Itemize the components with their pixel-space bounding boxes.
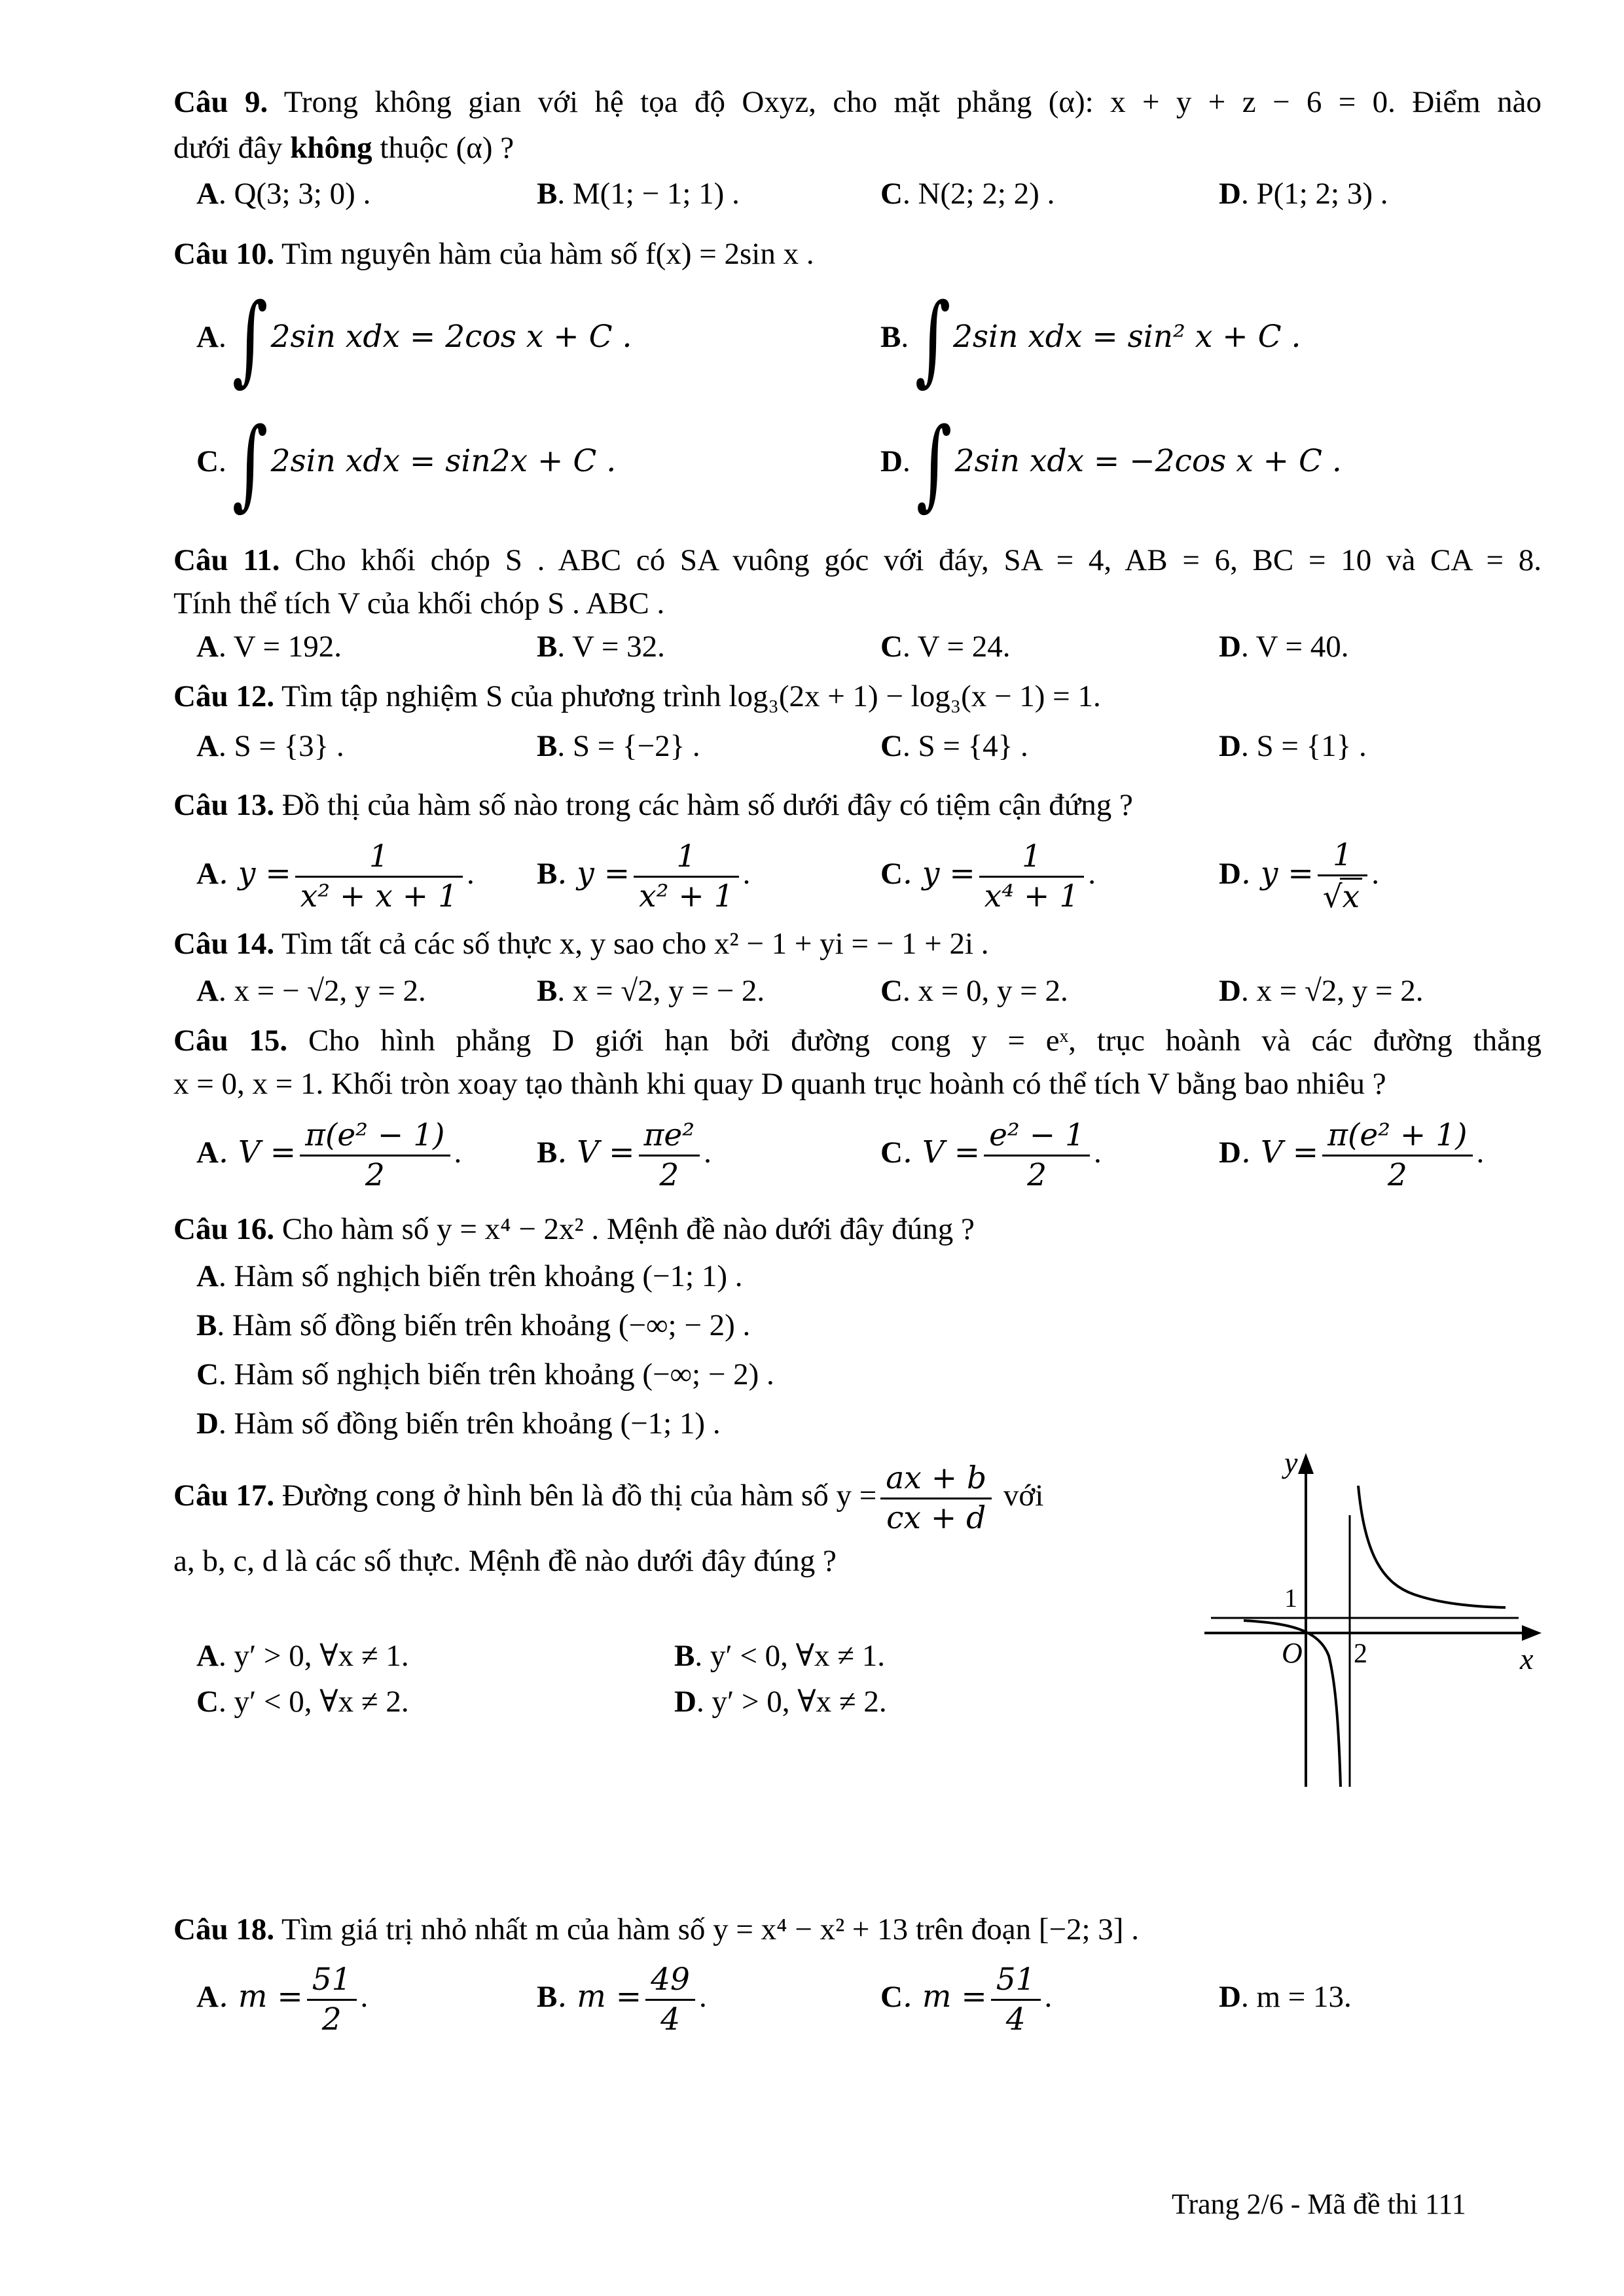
q17-text-end: với [996, 1479, 1044, 1513]
q17-option-b [674, 1636, 885, 1676]
option-text: . P(1; 2; 3) . [1240, 177, 1388, 211]
option-prefix: . y = [902, 855, 975, 891]
q9-text: Trong không gian với hệ tọa độ Oxyz, cho mặt phẳng (α): x + y + z − 6 = 0. Điểm nào [268, 85, 1542, 119]
q9-option-c [880, 174, 1055, 213]
q10-option-a: A. ∫2sin xdx = 2cos x + C . [196, 283, 632, 397]
numerator: 1 [1318, 838, 1367, 876]
q9-line2-c: thuộc (α) ? [372, 131, 514, 165]
fraction [300, 1118, 450, 1193]
q17-label: Câu 17. [173, 1479, 275, 1513]
q15-text: Cho hình phẳng D giới hạn bởi đường cong y = eˣ, trục hoành và các đường thẳng [287, 1024, 1542, 1058]
numerator: 51 [307, 1962, 357, 2001]
option-text: . Hàm số đồng biến trên khoảng (−1; 1) . [218, 1407, 721, 1441]
denominator: x² + 1 [639, 878, 734, 914]
option-label: D [1219, 729, 1241, 763]
option-prefix: . m = [557, 1979, 642, 2015]
q14-line [173, 924, 989, 963]
option-text: . x = 0, y = 2. [902, 974, 1068, 1008]
option-label: B [537, 857, 558, 891]
q9-option-b [537, 174, 740, 213]
option-label: B [537, 1980, 558, 2014]
option-text: . N(2; 2; 2) . [902, 177, 1055, 211]
option-text: . y′ < 0, ∀x ≠ 1. [695, 1639, 886, 1673]
option-text: . x = − √2, y = 2. [218, 974, 426, 1008]
option-text: . x = √2, y = 2. [1240, 974, 1424, 1008]
option-text: . m = 13. [1240, 1980, 1352, 2014]
option-text: . S = {3} . [218, 729, 344, 763]
option-prefix: . y = [557, 855, 630, 891]
x-axis-label: x [1520, 1642, 1534, 1676]
option-text: . x = √2, y = − 2. [557, 974, 765, 1008]
option-text: . y′ > 0, ∀x ≠ 1. [218, 1639, 409, 1673]
numerator: 51 [991, 1962, 1041, 2001]
option-text: . y′ > 0, ∀x ≠ 2. [696, 1685, 887, 1719]
q13-option-b: B. y = $\frac{1}{\text{x² + 1}}$ . [537, 838, 751, 914]
q15-label: Câu 15. [173, 1024, 288, 1058]
option-label: B [674, 1639, 695, 1673]
denominator: 2 [1027, 1157, 1047, 1193]
numerator: π(e² − 1) [300, 1118, 450, 1157]
radicand: x [1340, 878, 1363, 915]
option-label: B [537, 177, 558, 211]
option-text: . V = 192. [218, 630, 342, 664]
q15-option-a: A. V = $\frac{\text{π(e² − 1)}}{2}$ . [196, 1117, 462, 1193]
option-prefix: . m = [902, 1979, 987, 2015]
option-label: B [537, 630, 558, 664]
q13-line [173, 785, 1133, 825]
denominator: x² + x + 1 [300, 878, 458, 914]
option-label: A [196, 1259, 219, 1293]
q16-option-b [196, 1306, 750, 1345]
option-label: A [196, 1136, 219, 1170]
numerator: 1 [295, 839, 463, 878]
option-prefix: . V = [218, 1134, 297, 1170]
option-label: A [196, 857, 219, 891]
q18-label: Câu 18. [173, 1912, 275, 1946]
option-label: D [1219, 974, 1241, 1008]
option-text: . Hàm số đồng biến trên khoảng (−∞; − 2) . [217, 1308, 751, 1342]
q11-option-d [1219, 627, 1348, 666]
q14-option-a [196, 971, 426, 1011]
option-prefix: . V = [1240, 1134, 1319, 1170]
curve-right-branch [1358, 1486, 1506, 1607]
option-label: D [1219, 630, 1241, 664]
option-text: . y′ < 0, ∀x ≠ 2. [218, 1685, 409, 1719]
q14-option-b [537, 971, 765, 1011]
option-label: B [537, 1136, 558, 1170]
option-label: A [196, 729, 219, 763]
option-label: C [196, 444, 219, 478]
denominator: 4 [660, 2001, 680, 2037]
option-label: D [880, 444, 903, 478]
option-label: D [674, 1685, 696, 1719]
q9-line2-a: dưới đây [173, 131, 291, 165]
option-label: C [880, 857, 903, 891]
q9-option-d [1219, 174, 1388, 213]
q12-label: Câu 12. [173, 679, 275, 713]
integral-symbol: ∫ [916, 407, 952, 522]
denominator: 4 [1005, 2001, 1026, 2037]
q14-label: Câu 14. [173, 927, 275, 961]
numerator: ax + b [880, 1461, 992, 1499]
q18-line [173, 1910, 1139, 1949]
q14-text: Tìm tất cả các số thực x, y sao cho x² − 1 + yi = − 1 + 2i . [274, 927, 989, 961]
option-prefix: . V = [557, 1134, 635, 1170]
option-text: 2sin xdx = −2cos x + C . [954, 443, 1342, 479]
q16-option-a [196, 1257, 743, 1296]
option-label: A [196, 1639, 219, 1673]
numerator: 49 [645, 1962, 695, 2001]
option-label: D [196, 1407, 219, 1441]
integral-symbol: ∫ [232, 407, 268, 522]
option-label: B [196, 1308, 217, 1342]
numerator: e² − 1 [984, 1118, 1090, 1157]
q12-line [173, 677, 1101, 716]
q11-option-b [537, 627, 665, 666]
numerator: 1 [634, 839, 739, 878]
q9-option-a [196, 174, 370, 213]
q16-option-c [196, 1355, 774, 1394]
q15-option-d: D. V = $\frac{\text{π(e² + 1)}}{2}$ . [1219, 1117, 1485, 1193]
q12-text: Tìm tập nghiệm S của phương trình log₃(2x + 1) − log₃(x − 1) = 1. [274, 679, 1101, 713]
option-label: C [196, 1685, 219, 1719]
q13-label: Câu 13. [173, 788, 275, 822]
fraction [979, 839, 1085, 914]
fraction [639, 1118, 700, 1193]
option-text: . Q(3; 3; 0) . [218, 177, 371, 211]
numerator: 1 [979, 839, 1085, 878]
option-label: D [1219, 177, 1241, 211]
q12-option-a [196, 726, 344, 766]
option-label: C [196, 1357, 219, 1391]
q9-label: Câu 9. [173, 85, 268, 119]
q11-text: Cho khối chóp S . ABC có SA vuông góc với đáy, SA = 4, AB = 6, BC = 10 và CA = 8. [280, 543, 1542, 577]
y-axis-arrow [1298, 1453, 1314, 1474]
q11-line2: Tính thể tích V của khối chóp S . ABC . [173, 586, 665, 620]
q9-line2 [173, 128, 514, 168]
fraction [1318, 838, 1367, 915]
q16-label: Câu 16. [173, 1212, 275, 1246]
origin-label: O [1282, 1637, 1303, 1669]
option-label: D [1219, 1136, 1241, 1170]
q14-option-c [880, 971, 1068, 1011]
denominator: 2 [321, 2001, 342, 2037]
q18-option-a: A. m = $\frac{51}{2}$ . [196, 1961, 369, 2037]
option-text: . V = 24. [902, 630, 1011, 664]
q16-option-d [196, 1404, 721, 1443]
option-text: . Hàm số nghịch biến trên khoảng (−1; 1) . [218, 1259, 743, 1293]
option-text: . V = 32. [557, 630, 665, 664]
q13-option-d: D. y = $\frac{1}{√x}$ . [1219, 837, 1379, 916]
option-prefix: . y = [218, 855, 291, 891]
option-label: B [880, 320, 901, 354]
option-text: . S = {−2} . [557, 729, 700, 763]
fraction [307, 1962, 357, 2037]
fraction [645, 1962, 695, 2037]
option-prefix: . m = [218, 1979, 303, 2015]
q17-line2: a, b, c, d là các số thực. Mệnh đề nào dưới đây đúng ? [173, 1544, 837, 1578]
fraction [634, 839, 739, 914]
q18-text: Tìm giá trị nhỏ nhất m của hàm số y = x⁴ − x² + 13 trên đoạn [−2; 3] . [274, 1912, 1139, 1946]
option-label: A [196, 177, 219, 211]
q10-option-b: B. ∫2sin xdx = sin² x + C . [880, 283, 1301, 397]
fraction [1322, 1118, 1472, 1193]
option-text: 2sin xdx = sin2x + C . [270, 443, 617, 479]
q13-text: Đồ thị của hàm số nào trong các hàm số dưới đây có tiệm cận đứng ? [274, 788, 1133, 822]
q13-option-c: C. y = $\frac{1}{\text{x⁴ + 1}}$ . [880, 838, 1096, 914]
q12-option-c [880, 726, 1028, 766]
denominator: 2 [1387, 1157, 1407, 1193]
q10-text: Tìm nguyên hàm của hàm số f(x) = 2sin x . [274, 237, 814, 271]
q18-option-d [1219, 1954, 1352, 2039]
option-label: A [196, 320, 219, 354]
q10-option-d: D. ∫2sin xdx = −2cos x + C . [880, 407, 1342, 522]
option-label: C [880, 177, 903, 211]
numerator: π(e² + 1) [1322, 1118, 1472, 1157]
q13-option-a: A. y = $\frac{1}{\text{x² + x + 1}}$ . [196, 838, 475, 914]
denominator: 2 [365, 1157, 385, 1193]
fraction [880, 1461, 992, 1536]
q16-line [173, 1210, 975, 1249]
denominator: 2 [659, 1157, 679, 1193]
q9-emphasis: không [290, 131, 372, 165]
option-label: C [880, 1136, 903, 1170]
option-text: . V = 40. [1240, 630, 1349, 664]
option-text: . Hàm số nghịch biến trên khoảng (−∞; − 2) . [218, 1357, 774, 1391]
tick-label-x: 2 [1354, 1639, 1367, 1669]
tick-label-y: 1 [1284, 1583, 1297, 1613]
q17-graph [1204, 1446, 1545, 1800]
q17-text: Đường cong ở hình bên là đồ thị của hàm số y = [274, 1479, 877, 1513]
option-label: B [537, 974, 558, 1008]
page-footer: Trang 2/6 - Mã đề thi 111 [1172, 2188, 1466, 2220]
q15-option-b: B. V = $\frac{\text{πe²}}{2}$ . [537, 1117, 712, 1193]
option-label: D [1219, 1980, 1241, 2014]
denominator: √x [1318, 876, 1367, 915]
option-text: . M(1; − 1; 1) . [557, 177, 740, 211]
option-label: A [196, 630, 219, 664]
option-prefix: . V = [902, 1134, 981, 1170]
option-label: B [537, 729, 558, 763]
option-text: . S = {1} . [1240, 729, 1367, 763]
fraction [984, 1118, 1090, 1193]
y-axis-label: y [1284, 1446, 1298, 1479]
q12-option-d [1219, 726, 1367, 766]
x-axis-arrow [1522, 1625, 1542, 1641]
q10-label: Câu 10. [173, 237, 275, 271]
q10-option-c: C. ∫2sin xdx = sin2x + C . [196, 407, 617, 522]
q11-label: Câu 11. [173, 543, 280, 577]
option-label: A [196, 974, 219, 1008]
q17-option-d [674, 1682, 887, 1721]
q12-option-b [537, 726, 700, 766]
q11-option-c [880, 627, 1010, 666]
q15-option-c: C. V = $\frac{\text{e² − 1}}{2}$ . [880, 1117, 1102, 1193]
option-label: D [1219, 857, 1241, 891]
numerator: πe² [639, 1118, 700, 1157]
q17-option-a [196, 1636, 409, 1676]
q17-line1 [173, 1453, 1043, 1538]
denominator: cx + d [886, 1499, 986, 1536]
option-text: 2sin xdx = 2cos x + C . [270, 319, 632, 355]
integral-symbol: ∫ [232, 283, 268, 397]
option-label: C [880, 1980, 903, 2014]
option-text: . S = {4} . [902, 729, 1028, 763]
fraction [295, 839, 463, 914]
option-prefix: . y = [1240, 855, 1314, 891]
q10-line [173, 234, 814, 274]
q14-option-d [1219, 971, 1424, 1011]
fraction [991, 1962, 1041, 2037]
integral-symbol: ∫ [914, 283, 951, 397]
q11-option-a [196, 627, 342, 666]
q17-option-c [196, 1682, 409, 1721]
q15-line2: x = 0, x = 1. Khối tròn xoay tạo thành khi quay D quanh trục hoành có thể tích V bằng bao nhiêu ? [173, 1067, 1386, 1101]
q18-option-b: B. m = $\frac{49}{4}$ . [537, 1961, 707, 2037]
option-label: C [880, 630, 903, 664]
option-label: C [880, 729, 903, 763]
q16-text: Cho hàm số y = x⁴ − 2x² . Mệnh đề nào dưới đây đúng ? [274, 1212, 975, 1246]
option-label: A [196, 1980, 219, 2014]
option-label: C [880, 974, 903, 1008]
denominator: x⁴ + 1 [984, 878, 1079, 914]
q18-option-c: C. m = $\frac{51}{4}$ . [880, 1961, 1053, 2037]
option-text: 2sin xdx = sin² x + C . [953, 319, 1301, 355]
